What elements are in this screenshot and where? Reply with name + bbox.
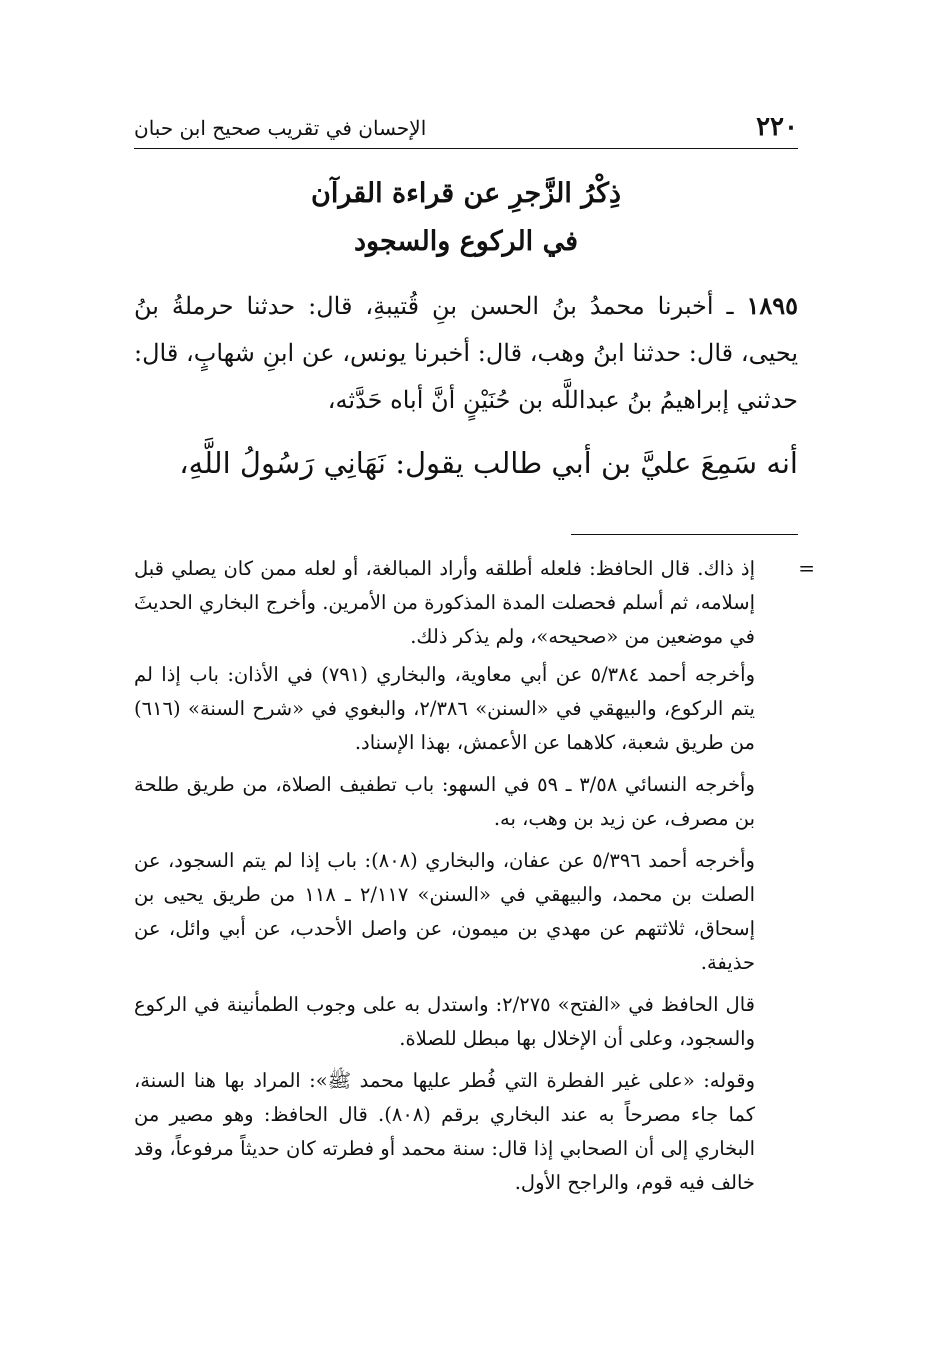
- footnote-paragraph: وأخرجه أحمد ٥/٣٨٤ عن أبي معاوية، والبخاري (٧٩١) في الأذان: باب إذا لم يتم الركوع، والبيهقي في «السنن» ٢/٣٨٦، والبغوي في «شرح السنة» (٦١٦) من طريق شعبة، كلاهما عن الأعمش، بهذا الإسناد.: [134, 663, 755, 754]
- footnote-paragraph: قال الحافظ في «الفتح» ٢/٢٧٥: واستدل به على وجوب الطمأنينة في الركوع والسجود، وعلى أن الإخلال بها مبطل للصلاة.: [134, 993, 755, 1050]
- page-number: ٢٢٠: [756, 112, 798, 142]
- footnotes: [134, 552, 755, 1208]
- section-title-line-2: في الركوع والسجود: [353, 226, 578, 257]
- hadith-text: [134, 282, 798, 488]
- footnote-paragraph: وأخرجه النسائي ٣/٥٨ ـ ٥٩ في السهو: باب تطفيف الصلاة، من طريق طلحة بن مصرف، عن زيد بن وهب، به.: [134, 773, 755, 830]
- hadith-number: ١٨٩٥: [746, 291, 798, 320]
- running-title: الإحسان في تقريب صحيح ابن حبان: [134, 116, 427, 140]
- footnote-divider: [571, 534, 798, 535]
- section-title-line-1: ذِكْرُ الزَّجرِ عن قراءة القرآن: [310, 178, 621, 209]
- footnote-paragraph: وأخرجه أحمد ٥/٣٩٦ عن عفان، والبخاري (٨٠٨): باب إذا لم يتم السجود، عن الصلت بن محمد، والبيهقي في «السنن» ٢/١١٧ ـ ١١٨ من طريق يحيى بن إسحاق، ثلاثتهم عن مهدي بن ميمون، عن واصل الأحدب، عن أبي وائل، عن حذيفة.: [134, 849, 755, 974]
- hadith-matn: أنه سَمِعَ عليَّ بن أبي طالب يقول: نَهَانِي رَسُولُ اللَّهِ،: [179, 446, 798, 480]
- hadith-isnad-paragraph: [134, 282, 798, 424]
- footnote-continuation-mark: =: [798, 556, 815, 580]
- footnote-paragraph: وقوله: «على غير الفطرة التي فُطر عليها محمد ﷺ»: المراد بها هنا السنة، كما جاء مصرحاً به عند البخاري برقم (٨٠٨). قال الحافظ: وهو مصير من البخاري إلى أن الصحابي إذا قال: سنة محمد أو فطرته كان حديثاً مرفوعاً، وقد خالف فيه قوم، والراجح الأول.: [134, 1069, 755, 1194]
- hadith-isnad: ـ أخبرنا محمدُ بنُ الحسن بنِ قُتيبةِ، قال: حدثنا حرملةُ بنُ يحيى، قال: حدثنا ابنُ وهب، قال: أخبرنا يونس، عن ابنِ شهابٍ، قال: حدثني إبراهيمُ بنُ عبداللَّه بن حُنَيْنٍ أنَّ أباه حَدَّثه،: [134, 292, 798, 414]
- page-header: [134, 106, 798, 149]
- footnote-paragraph: إذ ذاك. قال الحافظ: فلعله أطلقه وأراد المبالغة، أو لعله ممن كان يصلي قبل إسلامه، ثم أسلم فحصلت المدة المذكورة من الأمرين. وأخرج البخاري الحديثَ في موضعين من «صحيحه»، ولم يذكر ذلك.: [134, 557, 755, 648]
